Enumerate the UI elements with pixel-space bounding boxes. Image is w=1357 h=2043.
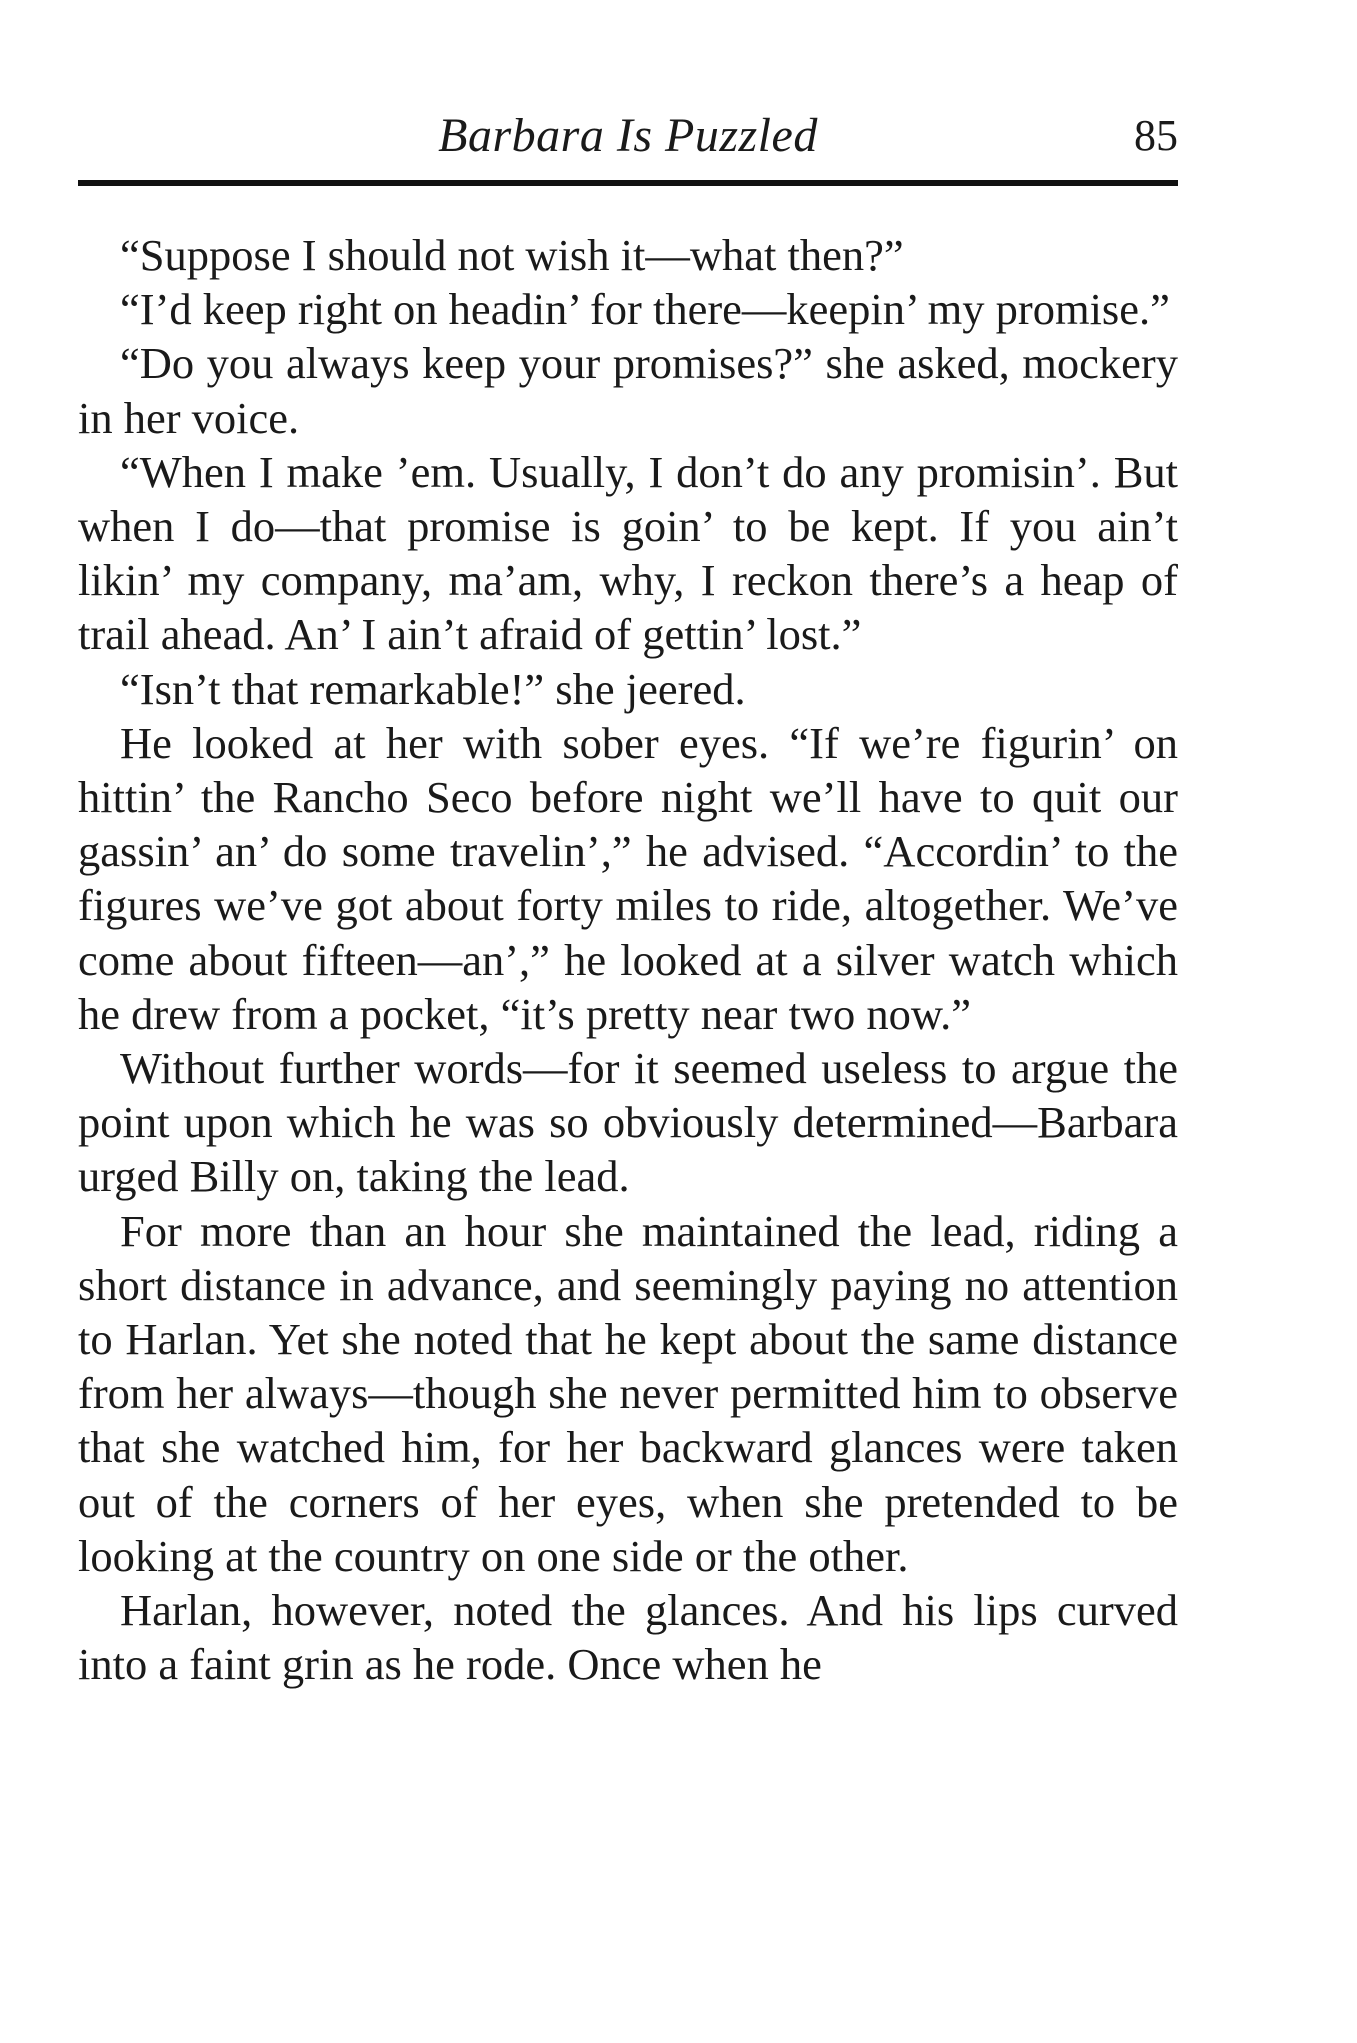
- paragraph: For more than an hour she maintained the lead, riding a short distance in advance, and seemingly paying no attention to Harlan. Yet she noted that he kept about the same distance from her always—though she never permitted him to observe that she watched him, for her backward glances were taken out of the corners of her eyes, when she pretended to be looking at the country on one side or the other.: [78, 1205, 1178, 1581]
- body-text: [78, 228, 1178, 1691]
- paragraph: “Do you always keep your promises?” she asked, mockery in her voice.: [78, 338, 1178, 443]
- paragraph: “Suppose I should not wish it—what then?”: [120, 230, 904, 280]
- chapter-title: Barbara Is Puzzled: [438, 109, 818, 162]
- paragraph: Harlan, however, noted the glances. And his lips curved into a faint grin as he rode. Once when he: [78, 1585, 1178, 1690]
- running-head: [78, 108, 1178, 168]
- paragraph: “I’d keep right on headin’ for there—keepin’ my promise.”: [120, 284, 1170, 335]
- paragraph: “Isn’t that remarkable!” she jeered.: [120, 663, 746, 714]
- paragraph: “When I make ’em. Usually, I don’t do any promisin’. But when I do—that promise is goin’ to be kept. If you ain’t likin’ my company, ma’am, why, I reckon there’s a heap of trail ahead. An’ I ain’t afraid of gettin’ lost.”: [78, 446, 1178, 660]
- page-number: 85: [1134, 111, 1178, 160]
- paragraph: Without further words—for it seemed useless to argue the point upon which he was so obviously determined—Barbara urged Billy on, taking the lead.: [78, 1043, 1178, 1202]
- header-rule: [78, 180, 1178, 186]
- paragraph: He looked at her with sober eyes. “If we’re figurin’ on hittin’ the Rancho Seco before night we’ll have to quit our gassin’ an’ do some travelin’,” he advised. “Accordin’ to the figures we’ve got about forty miles to ride, altogether. We’ve come about fifteen—an’,” he looked at a silver watch which he drew from a pocket, “it’s pretty near two now.”: [78, 717, 1178, 1039]
